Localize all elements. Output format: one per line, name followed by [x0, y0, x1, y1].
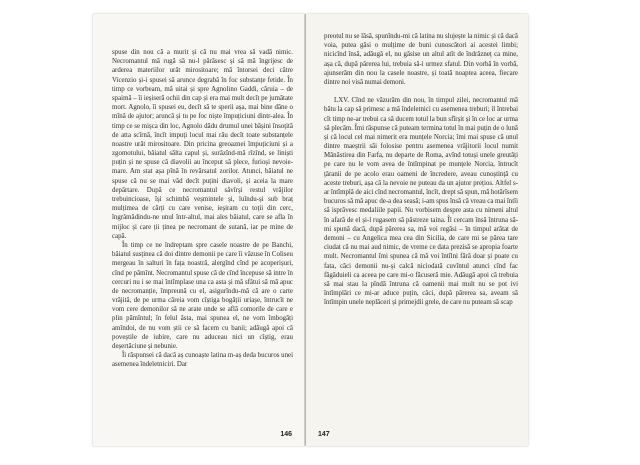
page-number: 147 — [318, 431, 330, 438]
right-page — [306, 14, 528, 446]
page-number: 146 — [280, 431, 292, 438]
left-page — [93, 14, 305, 446]
paragraph: În timp ce ne îndreptam spre casele noastre de pe Banchi, băiatul susținea că doi dintre demonii pe care îi văzuse în Coliseu mergeau în salturi în fața noastră, alergînd cînd pe acoperișuri, cînd pe pămînt. Necromantul spuse că de cînd începuse să intre în cercuri nu i se mai întîmplase una ca asta și mă sfătui să mă apuc de necromanție, împreună cu el, asigurîndu-mă că are o carte vrăjită, de pe urma căreia vom cîștiga bogății uriașe, întrucît ne vom cere demonilor să ne arate unde se află comorile de care e plin pămîntul; în felul ăsta, mai spunea el, ne vom îmbogăți amîndoi, de nu vom știi ce să facem cu banii; adăugă apoi că poveștile de iubire, care nu aduceau nici un cîștig, erau deșertăciune și nebunie. — [112, 241, 293, 350]
paragraph: spuse din nou că a murit și că nu mai vrea să vadă nimic. Necromantul mă rugă să nu-l părăsesc și să mă îngrijesc de arderea materiilor urât mirositoare; mă întorsei deci către Vicenzio și-i spusei să arunce degrabă în foc substanțe fetide. În timp ce vorbeam, mă uitai și spre Agnolino Gaddi, căruia – de spaimă – îi ieșiseră ochii din cap și era mai mult decît pe jumătate mort. Agnolo, îi spusei eu, decît să te sperii așa, mai bine dăne o mînă de ajutor; aruncă și tu pe foc niște împuțiciuni dintr-alea. În timp ce se mișca din loc, Agnolo dădu drumul unei bășini însoțită de atta scîrnă, încît impuți locul mai rău decît toate substanțele noastre urât mirositoare. Din pricina greoaznei împuțiciuni și a zgomotului, băiatul sălta capul și, surâzînd-mă rîzînd, se liniști puțin și ne spuse că diavolii au început să plece, furioși nevoie-mare. Am stat așa pînă în revărsatul zorilor. Atunci, băiatul ne spuse că nu se mai văd decît puțini diavoli, și aceia la mare depărtare. După ce necromantul săvîrși restul vrăjilor trebuincioase, își schimbă veșmintele și, luîndu-și sub braț mulțimea de cărți cu care venise, ieșiram cu toții din cerc, îngrămădindu-ne unul într-altul, mai ales băiatul, care se afla în mijloc și care ții ținea pe necromant de sutană, iar pe mine de capă. — [112, 49, 293, 240]
chapter-paragraph: LXV. Cînd ne văzurăm din nou, în timpul zilei, necromantul mă bătu la cap să primesc a mă îndeletnici cu asemenea treburi; il întrebai cît timp ne-ar trebui ca să ducem totul la bun sfîrșit și în ce loc ar urma să plecăm. Îmi răspunse că puteam termina totul în mai puțin de o lună și că locul cel mai nimerit era munțele Norcia; îmi mai spuse că unul dintre maeștrii săi folosise pentru asemenea vrăjitorii locul numit Mănăstirea din Farfa, nu departe de Roma, avînd totuși unele greutăți pe care nu le vom avea de întîmpinat pe munțele Norcia, întrucît țăranii de pe acolo erau oameni de încredere, aveau cunoștință cu aceste treburi, așa că la nevoie ne puteau da un ajutor prețios. Altfel s-ar întîmplă de aici cînd necromantul, încît, drept să spun, mă hotărîsem bucuros să mă apuc de-a dea seasă; i-am spus însă că vreau ca mai întîi să isprăvesc medaliile papii. Nu vorbisem despre asta cu nimeni altul în afară de el și-l rugasem să păstreze taina. Îl cercam însă întruna să-mi spună dacă, după părerea sa, mă voi regăsi – în timpul arătat de demoni – cu Angelica mea cea din Sicilia, de care mi se părea tare ciudat că nu mai aud nimic, de vreme ce data prezisă se apropia foarte mult. Necromantul îmi spunea că mă voi întîlni fără doar și poate cu fata, căci demonii nu-și calcă niciodată cuvîntul atunci cînd fac făgăduieli ca aceea pe care mi-o făcuseră mie. Adăugă apoi că trebuia să mai stau la pîndă întruna că oamenii mai mult nu se pot ivi întîmplări ce mi-ar aduce puțin, căci, după părerea sa, aveam să întîmpin unele neplăceri și primejdii grele, de care nu puteam să scap — [324, 97, 518, 307]
right-page-text — [324, 32, 518, 307]
paragraph: Îi răspunsei că dacă aș cunoaște latina m-aș deda bucuros unei asemenea îndeletniciri. Dar — [112, 352, 293, 369]
paragraph: preotul nu se lăsă, spunîndu-mi că latina nu slujește la nimic și că dacă voia, putea găsi o mulțime de buni cunoscători ai acestei limbi; nicicînd însă, adăugă el, nu găsise un altul atît de îndrăzneț ca mine, așa că, după părerea lui, trebuia să-i urmez sfatul. Din vorbă în vorbă, ajunserăm din nou la casele noastre, și toată noaptea aceea, fiecare dintre noi visă numai demoni. — [324, 33, 518, 86]
left-page-text — [112, 48, 293, 370]
